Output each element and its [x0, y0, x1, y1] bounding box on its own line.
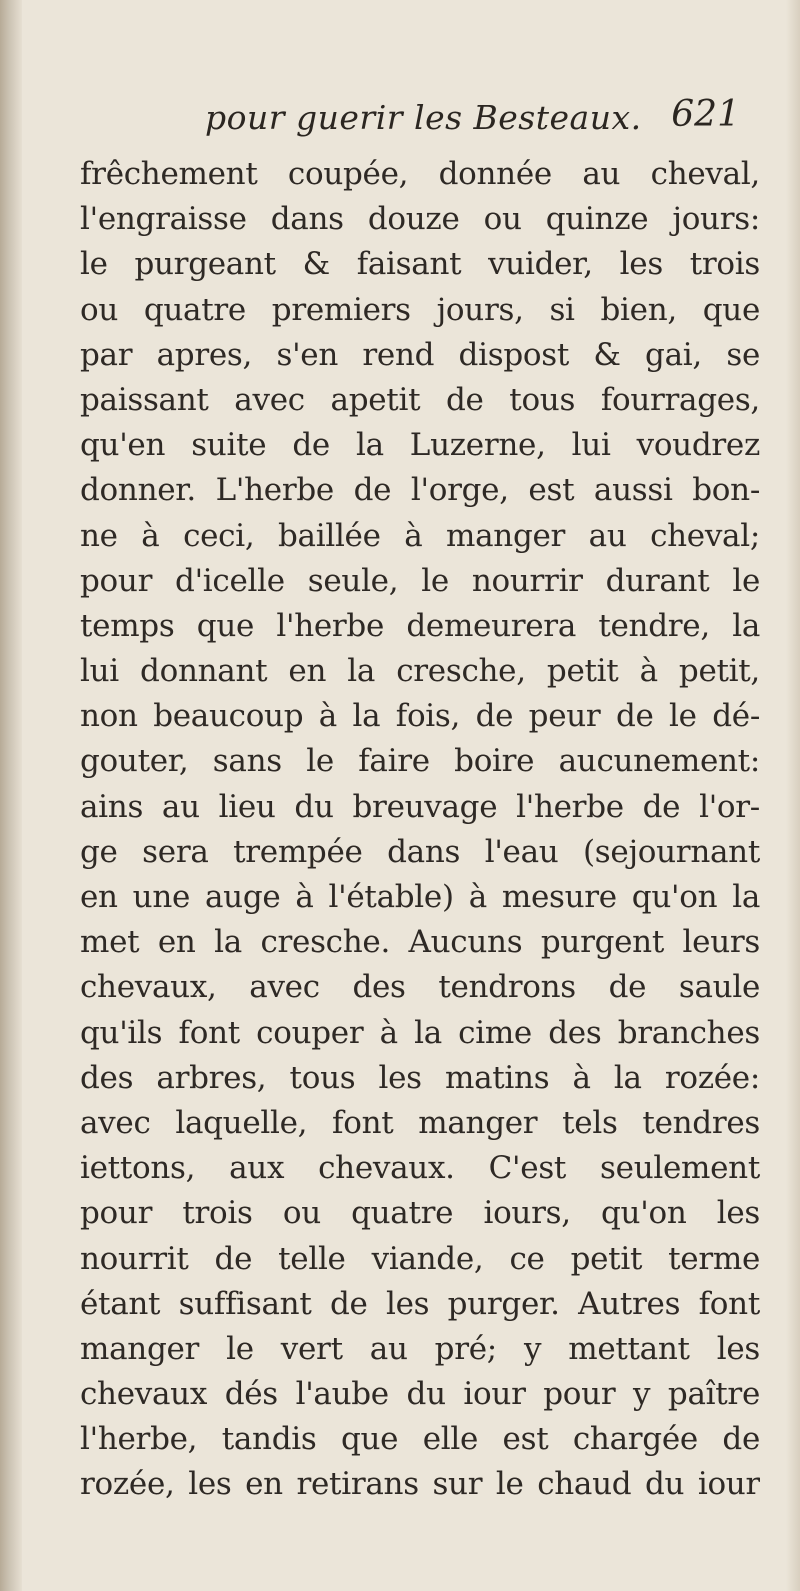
text-line: ou quatre premiers jours, si bien, que	[80, 291, 760, 328]
text-line: étant suffisant de les purger. Autres font	[80, 1285, 760, 1322]
text-line: lui donnant en la cresche, petit à petit,	[80, 653, 760, 690]
text-line: ains au lieu du breuvage l'herbe de l'or-	[80, 788, 760, 825]
page-header	[80, 90, 760, 152]
text-line: le purgeant & faisant vuider, les trois	[80, 246, 760, 283]
text-line: par apres, s'en rend dispost & gai, se	[80, 336, 760, 373]
text-line: en une auge à l'étable) à mesure qu'on la	[80, 879, 760, 915]
binding-shadow	[0, 0, 22, 1591]
text-line: avec laquelle, font manger tels tendres	[80, 1104, 760, 1141]
page-content	[80, 90, 760, 1508]
text-line: l'herbe, tandis que elle est chargée de	[80, 1421, 760, 1458]
text-line: temps que l'herbe demeurera tendre, la	[80, 607, 760, 644]
text-line: ge sera trempée dans l'eau (sejournant	[80, 833, 760, 870]
page-edge	[786, 0, 800, 1591]
text-line: rozée, les en retirans sur le chaud du iour	[80, 1466, 760, 1503]
text-line: frêchement coupée, donnée au cheval,	[80, 156, 760, 192]
page-number: 621	[671, 94, 740, 135]
text-line: chevaux dés l'aube du iour pour y paître	[80, 1376, 760, 1413]
text-line: non beaucoup à la fois, de peur de le dé-	[80, 698, 760, 735]
text-line: qu'ils font couper à la cime des branches	[80, 1014, 760, 1051]
text-line: iettons, aux chevaux. C'est seulement	[80, 1150, 760, 1187]
text-line: pour trois ou quatre iours, qu'on les	[80, 1195, 760, 1232]
text-line: chevaux, avec des tendrons de saule	[80, 969, 760, 1006]
text-line: paissant avec apetit de tous fourrages,	[80, 381, 760, 418]
text-line: gouter, sans le faire boire aucunement:	[80, 743, 760, 780]
text-line: donner. L'herbe de l'orge, est aussi bon-	[80, 472, 760, 509]
text-line: nourrit de telle viande, ce petit terme	[80, 1240, 760, 1277]
body-text	[80, 152, 760, 1508]
text-line: pour d'icelle seule, le nourrir durant le	[80, 562, 760, 599]
text-line: met en la cresche. Aucuns purgent leurs	[80, 924, 760, 961]
text-line: des arbres, tous les matins à la rozée:	[80, 1059, 760, 1096]
running-head: pour guerir les Besteaux.	[205, 98, 642, 137]
text-line: qu'en suite de la Luzerne, lui voudrez	[80, 427, 760, 464]
text-line: manger le vert au pré; y mettant les	[80, 1330, 760, 1367]
text-line: ne à ceci, baillée à manger au cheval;	[80, 517, 760, 554]
text-line: l'engraisse dans douze ou quinze jours:	[80, 201, 760, 238]
